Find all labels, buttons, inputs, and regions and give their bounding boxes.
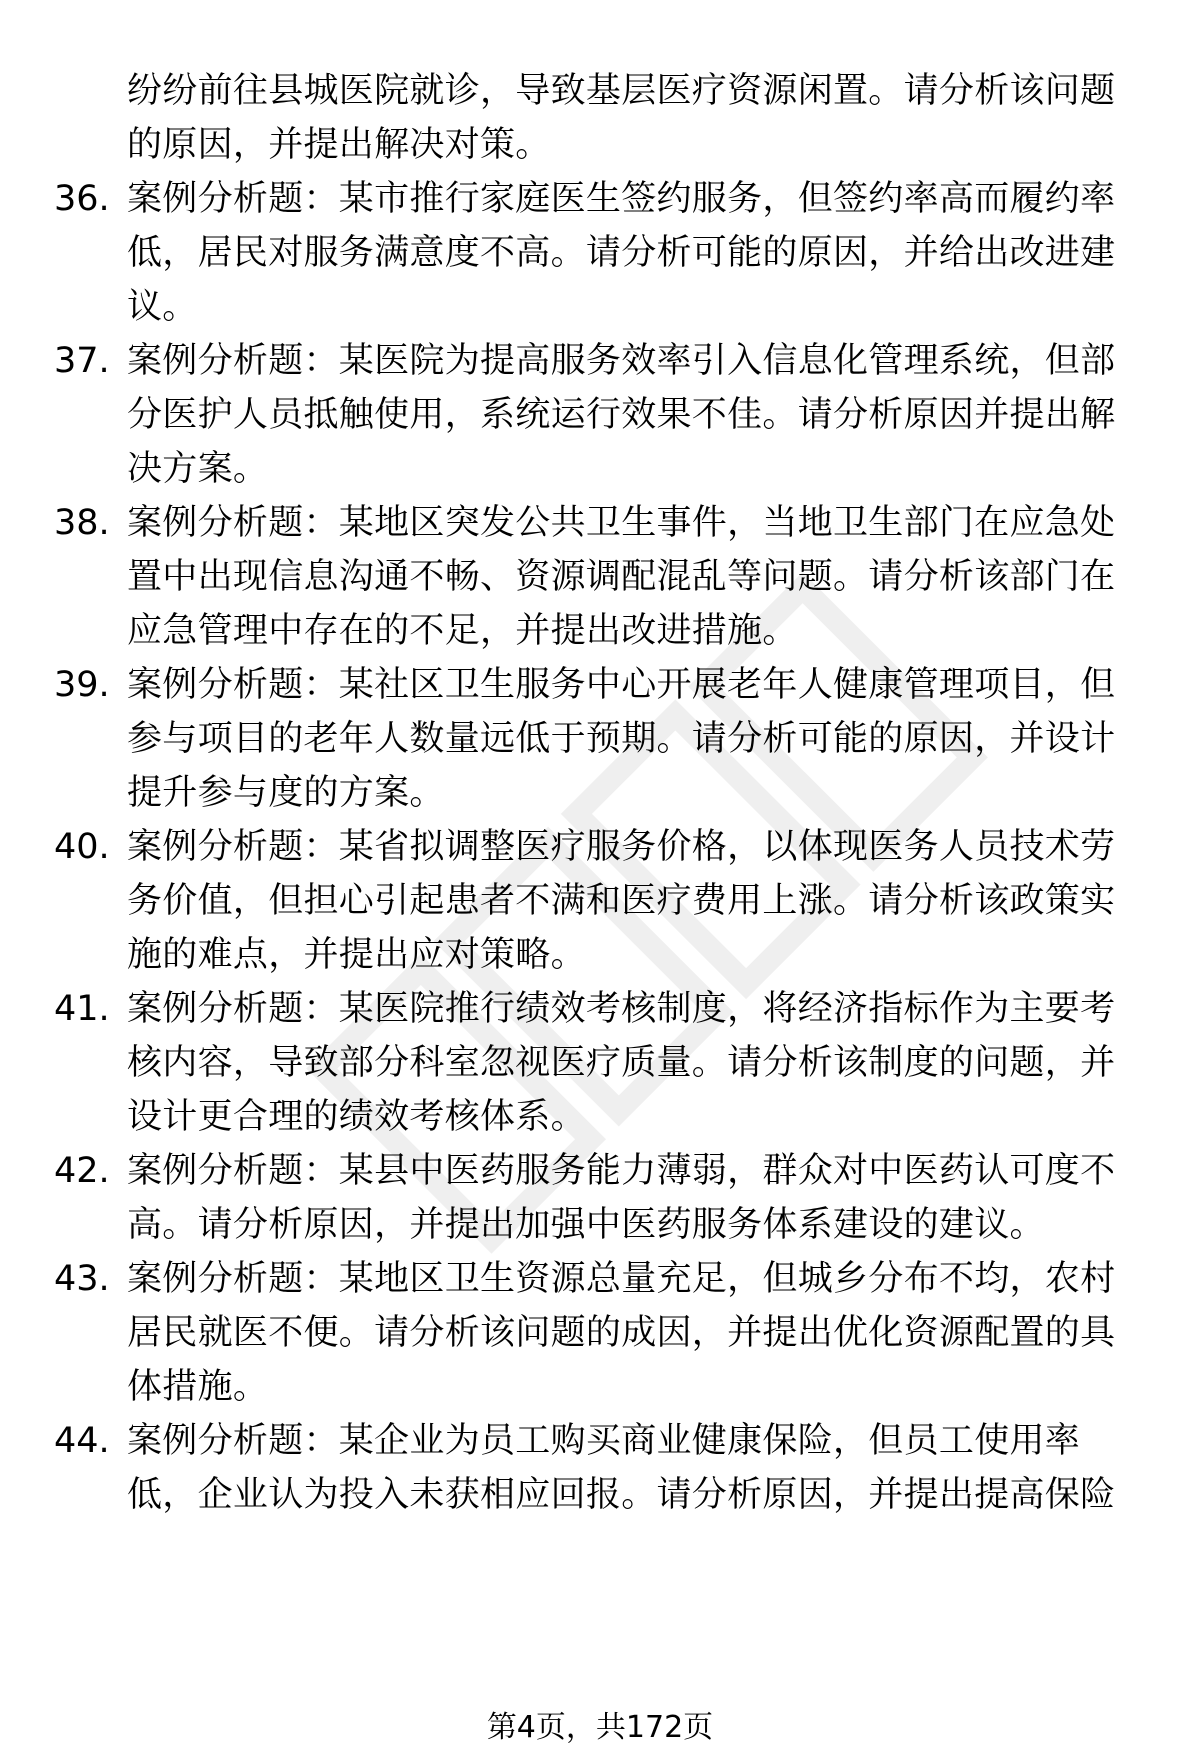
question-number: 38. — [54, 503, 110, 543]
intro-paragraph: 纷纷前往县城医院就诊，导致基层医疗资源闲置。请分析该问题的原因，并提出解决对策。 — [127, 71, 1116, 165]
question-text: 案例分析题：某县中医药服务能力薄弱，群众对中医药认可度不高。请分析原因，并提出加强中医药服务体系建设的建议。 — [127, 1151, 1116, 1245]
question-number: 42. — [54, 1151, 110, 1191]
question-text: 案例分析题：某省拟调整医疗服务价格，以体现医务人员技术劳务价值，但担心引起患者不满和医疗费用上涨。请分析该政策实施的难点，并提出应对策略。 — [127, 827, 1116, 975]
question-text: 案例分析题：某企业为员工购买商业健康保险，但员工使用率低，企业认为投入未获相应回报。请分析原因，并提出提高保险 — [127, 1421, 1116, 1515]
question-number: 40. — [54, 827, 110, 867]
question-text: 案例分析题：某社区卫生服务中心开展老年人健康管理项目，但参与项目的老年人数量远低于预期。请分析可能的原因，并设计提升参与度的方案。 — [127, 665, 1116, 813]
question-text: 案例分析题：某地区卫生资源总量充足，但城乡分布不均，农村居民就医不便。请分析该问题的成因，并提出优化资源配置的具体措施。 — [127, 1259, 1116, 1407]
question-text: 案例分析题：某医院推行绩效考核制度，将经济指标作为主要考核内容，导致部分科室忽视医疗质量。请分析该制度的问题，并设计更合理的绩效考核体系。 — [127, 989, 1116, 1137]
question-number: 43. — [54, 1259, 110, 1299]
question-number: 37. — [54, 341, 110, 381]
question-number: 41. — [54, 989, 110, 1029]
page-footer: 第4页，共172页 — [486, 1710, 714, 1745]
question-number: 44. — [54, 1421, 110, 1461]
question-text: 案例分析题：某市推行家庭医生签约服务，但签约率高而履约率低，居民对服务满意度不高。请分析可能的原因，并给出改进建议。 — [127, 179, 1116, 327]
question-text: 案例分析题：某医院为提高服务效率引入信息化管理系统，但部分医护人员抵触使用，系统运行效果不佳。请分析原因并提出解决方案。 — [127, 341, 1116, 489]
question-text: 案例分析题：某地区突发公共卫生事件，当地卫生部门在应急处置中出现信息沟通不畅、资源调配混乱等问题。请分析该部门在应急管理中存在的不足，并提出改进措施。 — [127, 503, 1116, 651]
question-number: 39. — [54, 665, 110, 705]
question-number: 36. — [54, 179, 110, 219]
